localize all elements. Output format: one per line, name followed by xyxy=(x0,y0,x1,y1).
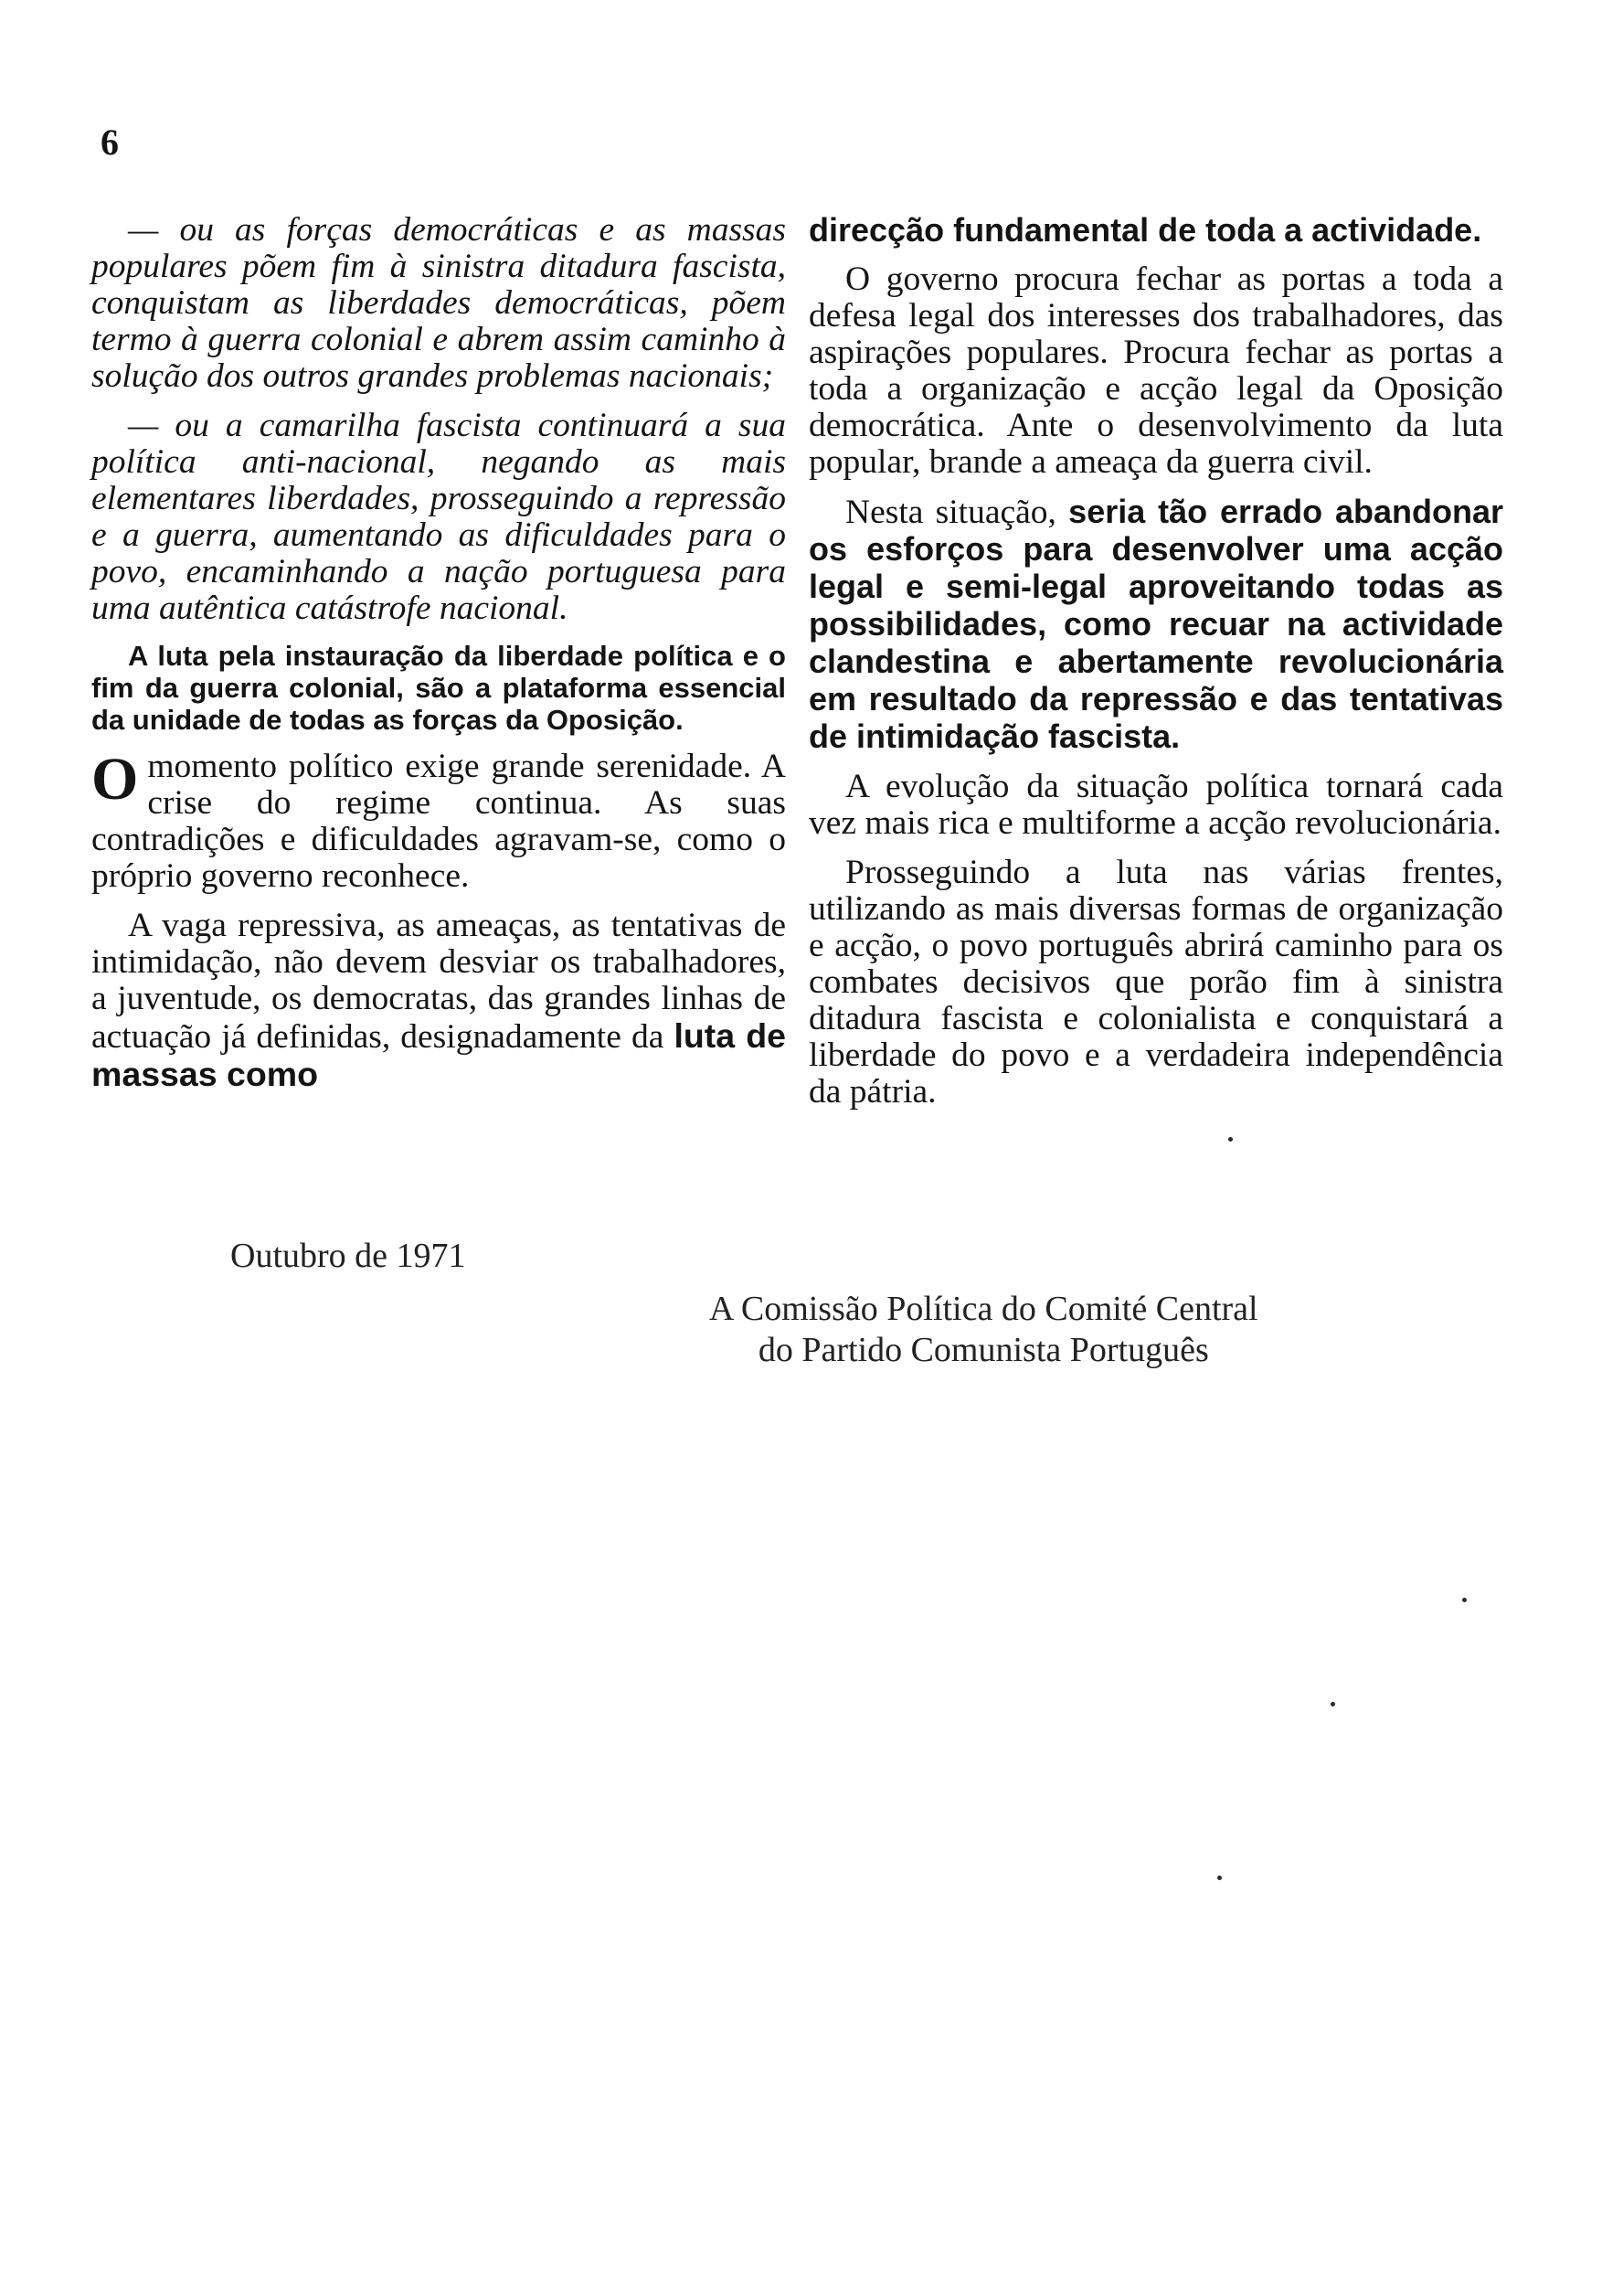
right-paragraph-3-emphasis: seria tão errado abandonar os esforços para desenvolver uma acção legal e semi-legal aproveitando todas as possibilidades, como recuar na actividade clandestina e abertamente revolucionária em resultado da repressão e das tentativas de intimidação fascista. xyxy=(809,493,1504,755)
signature-line-2: do Partido Comunista Português xyxy=(758,1331,1209,1369)
signature-line-1: A Comissão Política do Comité Central xyxy=(709,1290,1258,1328)
right-paragraph-5: Prosseguindo a luta nas várias frentes, utilizando as mais diversas formas de organização e acção, o povo português abrirá caminho para os combates decisivos que porão fim à sinistra ditadura fascista e colonialista e conquistará a liberdade do povo e a verdadeira independência da pátria. xyxy=(809,854,1503,1111)
right-paragraph-2: O governo procura fechar as portas a toda a defesa legal dos interesses dos trabalhadores, das aspirações populares. Procura fechar as portas a toda a organização e acção legal da Oposição democrática. Ante o desenvolvimento da luta popular, brande a ameaça da guerra civil. xyxy=(809,260,1503,481)
left-paragraph-5-text: A vaga repressiva, as ameaças, as tentativas de intimidação, não devem desviar os trabalhadores, a juventude, os democratas, das grandes linhas de actuação já definidas, designadamente da xyxy=(91,907,786,1056)
right-column xyxy=(809,212,1503,1123)
left-paragraph-3: A luta pela instauração da liberdade política e o fim da guerra colonial, são a plataforma essencial da unidade de todas as forças da Oposição. xyxy=(91,640,786,736)
right-paragraph-3-lead: Nesta situação, xyxy=(845,494,1056,531)
right-paragraph-3 xyxy=(809,494,1503,756)
document-date: Outubro de 1971 xyxy=(230,1237,466,1275)
print-speck xyxy=(1462,1598,1467,1602)
right-paragraph-1: direcção fundamental de toda a actividade. xyxy=(809,211,1482,249)
left-paragraph-2: — ou a camarilha fascista continuará a sua política anti-nacional, negando as mais elementares liberdades, prosseguindo a repressão e a guerra, aumentando as dificuldades para o povo, encaminhando a nação portuguesa para uma autêntica catástrofe nacional. xyxy=(91,407,786,627)
print-speck xyxy=(1217,1876,1222,1880)
page-number: 6 xyxy=(101,122,119,163)
left-paragraph-4 xyxy=(91,746,786,895)
right-paragraph-4: A evolução da situação política tornará cada vez mais rica e multiforme a acção revolucionária. xyxy=(809,768,1503,842)
left-paragraph-4-text: momento político exige grande serenidade. A crise do regime continua. As suas contradições e dificuldades agravam-se, como o próprio governo reconhece. xyxy=(91,748,786,895)
print-speck xyxy=(1331,1702,1335,1706)
left-paragraph-1: — ou as forças democráticas e as massas populares põem fim à sinistra ditadura fascista, conquistam as liberdades democráticas, põem termo à guerra colonial e abrem assim caminho à solução dos outros grandes problemas nacionais; xyxy=(91,211,786,395)
print-speck xyxy=(1228,1137,1233,1142)
drop-cap: O xyxy=(91,746,139,813)
signature-block xyxy=(709,1289,1258,1371)
left-paragraph-5 xyxy=(91,908,786,1094)
left-column xyxy=(91,212,786,1107)
left-paragraph-5-emphasis: luta de massas como xyxy=(91,1016,786,1093)
